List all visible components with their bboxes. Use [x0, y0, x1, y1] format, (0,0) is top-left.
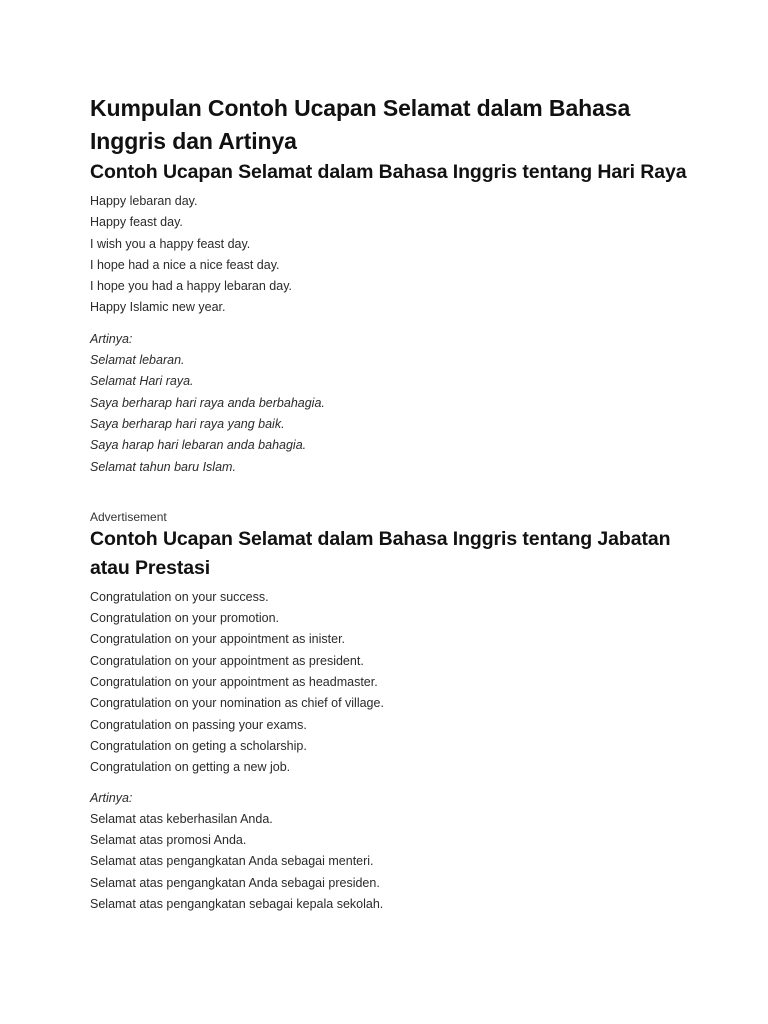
- artinya-label: Artinya:: [90, 331, 133, 346]
- list-item: Congratulation on your promotion.: [90, 611, 280, 626]
- translation-block: [90, 788, 710, 916]
- section-heading: Contoh Ucapan Selamat dalam Bahasa Inggris tentang Hari Raya: [90, 161, 687, 183]
- section-hari-raya: [90, 158, 710, 478]
- list-item: Congratulation on your success.: [90, 589, 269, 604]
- list-item: Congratulation on your appointment as headmaster.: [90, 675, 378, 690]
- list-item: Congratulation on geting a scholarship.: [90, 738, 307, 753]
- list-item: Selamat atas pengangkatan Anda sebagai menteri.: [90, 854, 374, 869]
- artinya-label: Artinya:: [90, 790, 133, 805]
- list-item: Saya harap hari lebaran anda bahagia.: [90, 438, 307, 453]
- list-item: Selamat Hari raya.: [90, 374, 194, 389]
- list-item: Congratulation on your appointment as president.: [90, 653, 364, 668]
- list-item: Congratulation on your nomination as chief of village.: [90, 696, 384, 711]
- section-jabatan-prestasi: [90, 525, 710, 915]
- list-item: Happy Islamic new year.: [90, 300, 226, 315]
- list-item: Congratulation on getting a new job.: [90, 760, 291, 775]
- document-title: Kumpulan Contoh Ucapan Selamat dalam Bahasa Inggris dan Artinya: [90, 95, 631, 154]
- translation-block: [90, 329, 710, 478]
- document-page: [90, 92, 710, 915]
- translation-list: [90, 350, 710, 478]
- list-item: Selamat lebaran.: [90, 353, 185, 368]
- section-heading: Contoh Ucapan Selamat dalam Bahasa Inggris tentang Jabatan atau Prestasi: [90, 527, 671, 579]
- list-item: Congratulation on your appointment as inister.: [90, 632, 346, 647]
- list-item: I hope had a nice a nice feast day.: [90, 257, 280, 272]
- list-item: Saya berharap hari raya yang baik.: [90, 416, 285, 431]
- list-item: Selamat atas promosi Anda.: [90, 833, 247, 848]
- translation-list: [90, 809, 710, 915]
- list-item: Happy lebaran day.: [90, 194, 198, 208]
- english-phrase-list: [90, 191, 710, 319]
- list-item: Selamat atas keberhasilan Anda.: [90, 811, 273, 826]
- list-item: Happy feast day.: [90, 215, 183, 230]
- list-item: Selamat atas pengangkatan sebagai kepala sekolah.: [90, 897, 384, 912]
- list-item: Congratulation on passing your exams.: [90, 717, 307, 732]
- list-item: I hope you had a happy lebaran day.: [90, 279, 293, 294]
- english-phrase-list: [90, 587, 710, 779]
- list-item: I wish you a happy feast day.: [90, 236, 251, 251]
- list-item: Saya berharap hari raya anda berbahagia.: [90, 395, 325, 410]
- list-item: Selamat atas pengangkatan Anda sebagai presiden.: [90, 875, 380, 890]
- advertisement-label: Advertisement: [90, 509, 167, 524]
- list-item: Selamat tahun baru Islam.: [90, 459, 236, 474]
